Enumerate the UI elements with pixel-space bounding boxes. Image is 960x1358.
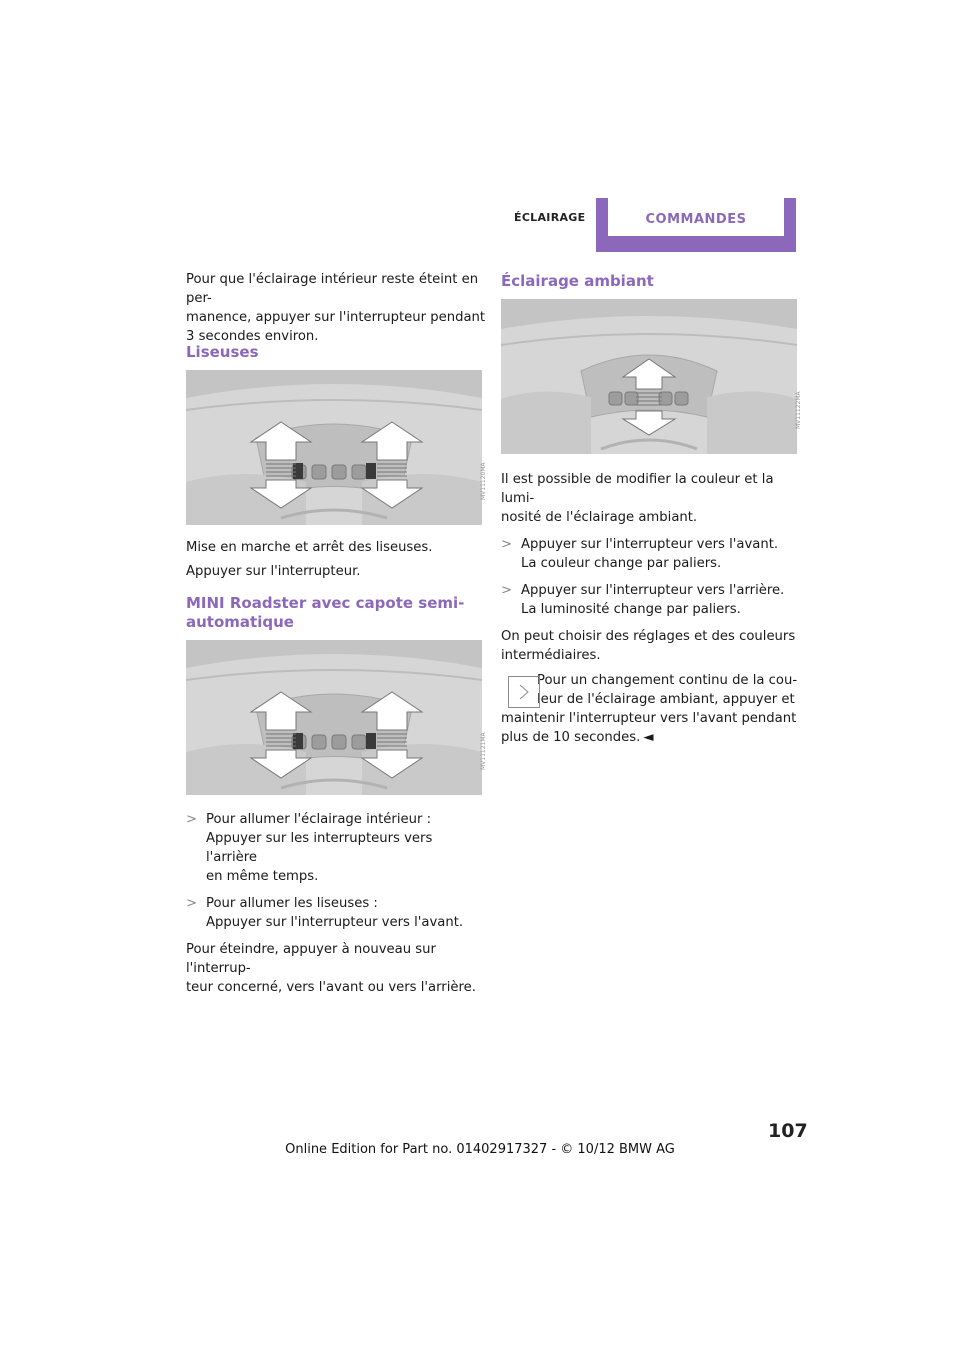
right-para-line: On peut choisir des réglages et des couleurs [501,629,796,644]
ambient-heading: Éclairage ambiant [501,272,654,290]
fig1-instruction: Appuyer sur l'interrupteur. [186,564,361,579]
note-line [501,728,801,747]
note-line: leur de l'éclairage ambiant, appuyer et [537,692,795,707]
right-para [501,627,801,665]
bullet-line: La couleur change par paliers. [521,556,722,571]
left-intro-line: manence, appuyer sur l'interrupteur pendant [186,310,486,325]
roadster-heading-line: automatique [186,613,294,631]
bullet-item [186,810,486,886]
bullet-marker-icon: > [186,812,198,827]
bullet-line: Pour allumer l'éclairage intérieur : [206,812,432,827]
note-line: Pour un changement continu de la cou- [537,673,798,688]
bullet-item [501,581,801,619]
left-intro-line: 3 secondes environ. [186,329,319,344]
bullet-line: en même temps. [206,869,319,884]
figure-roadster-lights [186,640,487,795]
liseuses-heading: Liseuses [186,343,259,361]
figure-code: MV11120MA [480,462,487,500]
footer-edition: Online Edition for Part no. 01402917327 - © 10/12 BMW AG [285,1142,675,1157]
bullet-marker-icon: > [501,583,513,598]
right-para-line: intermédiaires. [501,648,601,663]
left-outro [186,940,486,997]
bullet-marker-icon: > [501,537,513,552]
note-block [501,671,801,747]
note-last-text: plus de 10 secondes. [501,730,641,745]
bullet-line: Appuyer sur l'interrupteur vers l'avant. [206,915,464,930]
chapter-tab-label: COMMANDES [645,212,747,227]
bullet-line: Pour allumer les liseuses : [206,896,378,911]
right-intro [501,470,801,527]
section-label: ÉCLAIRAGE [514,211,586,224]
note-line: maintenir l'interrupteur vers l'avant pendant [501,711,797,726]
figure-code: MV11121MA [480,732,487,770]
outro-line: Pour éteindre, appuyer à nouveau sur l'interrup- [186,942,436,976]
right-intro-line: Il est possible de modifier la couleur et la lumi- [501,472,774,506]
right-text [501,470,801,747]
bullet-item [186,894,486,932]
left-intro-line: Pour que l'éclairage intérieur reste éteint en per- [186,272,479,306]
figure-code: MV11122MA [795,391,802,429]
left-intro [186,270,486,346]
bullet-line: Appuyer sur l'interrupteur vers l'avant. [521,537,779,552]
bullet-marker-icon: > [186,896,198,911]
bullet-item [501,535,801,573]
bullet-line: Appuyer sur les interrupteurs vers l'arrière [206,831,433,865]
right-intro-line: nosité de l'éclairage ambiant. [501,510,698,525]
figure-ambient-light [501,299,802,454]
roadster-heading-line: MINI Roadster avec capote semi- [186,594,465,612]
outro-line: teur concerné, vers l'avant ou vers l'arrière. [186,980,476,995]
left-bullets [186,810,486,997]
page-number: 107 [768,1120,808,1142]
bullet-line: La luminosité change par paliers. [521,602,741,617]
roadster-heading [186,594,464,632]
figure-reading-lights [186,370,487,525]
chapter-tab [596,198,796,252]
end-mark-icon: ◄ [643,730,654,745]
fig1-caption: Mise en marche et arrêt des liseuses. [186,540,433,555]
note-icon [508,676,540,708]
bullet-line: Appuyer sur l'interrupteur vers l'arrière. [521,583,785,598]
